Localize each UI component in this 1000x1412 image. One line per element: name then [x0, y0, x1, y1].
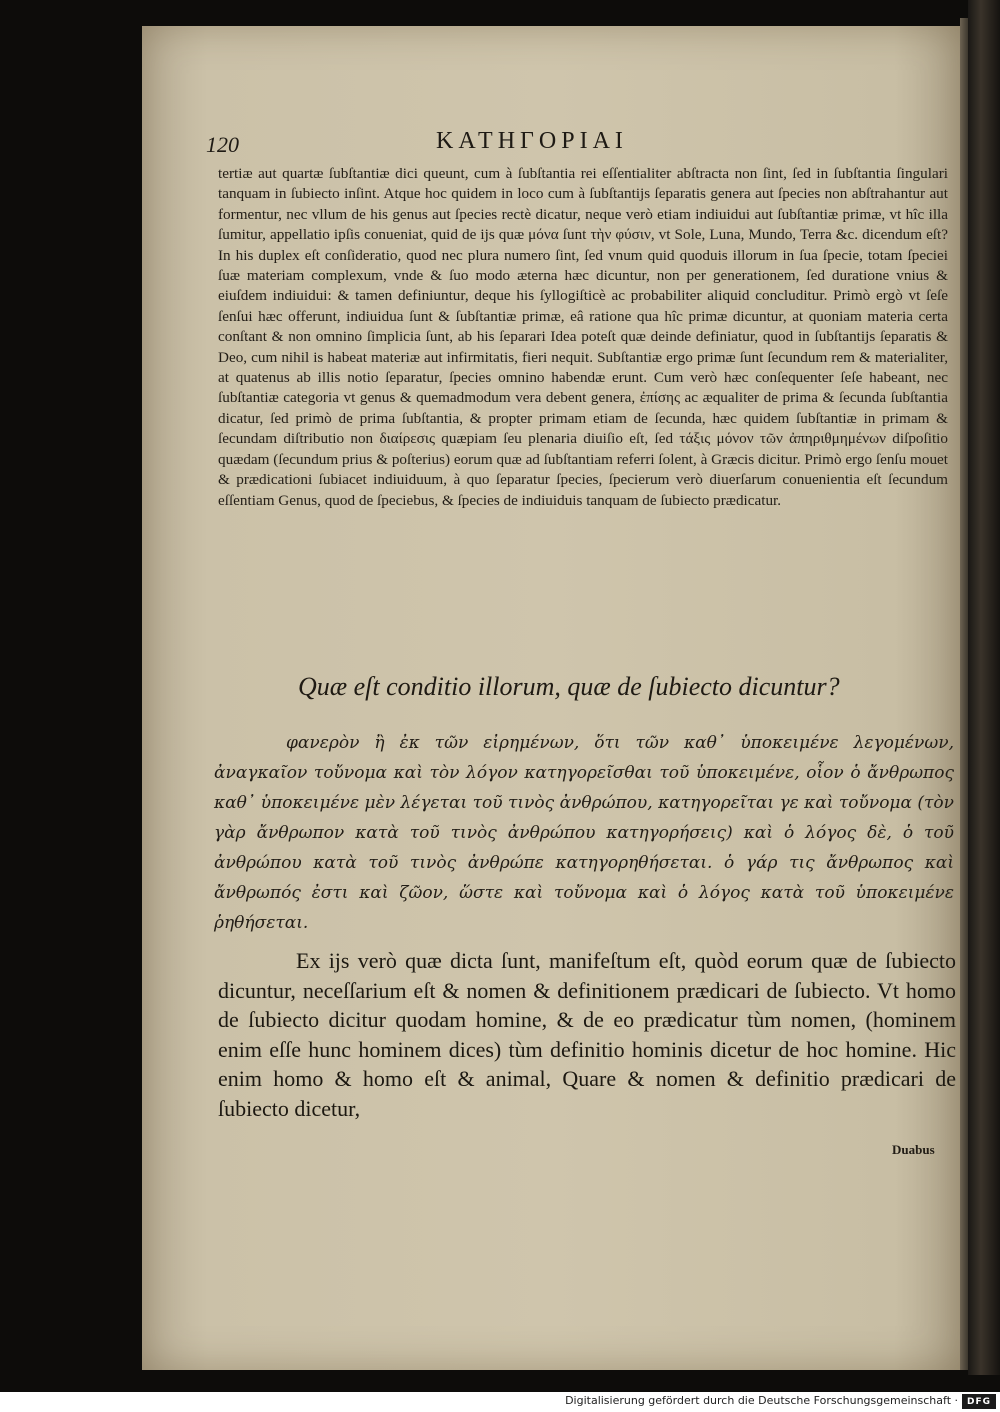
latin-commentary [218, 164, 948, 511]
book-spine [968, 0, 1000, 1375]
dfg-logo-icon[interactable]: DFG [962, 1394, 996, 1409]
greek-paragraph: φανερὸν ἢ ἐκ τῶν εἰρημένων, ὅτι τῶν καθ᾽ ὑποκειμένε λεγομένων, ἀναγκαῖον τοὔνομα καὶ τὸν λόγον κατηγορεῖσθαι τοῦ ὑποκειμένε, οἷον ὁ ἄνθρωπος καθ᾽ ὑποκειμένε μὲν λέγεται τοῦ τινὸς ἀνθρώπου, κατηγορεῖται γε καὶ τοὔνομα (τὸν γὰρ ἄνθρωπον κατὰ τοῦ τινὸς ἀνθρώπου κατηγορήσεις) καὶ ὁ λόγος δὲ, ὁ τοῦ ἀνθρώπου κατὰ τοῦ τινὸς ἀνθρώπε κατηγορηθήσεται. ὁ γάρ τις ἄνθρωπος καὶ ἄνθρωπός ἐστι καὶ ζῶον, ὥστε καὶ τοὔνομα καὶ ὁ λόγος κατὰ τοῦ ὑποκειμένε ῥηθήσεται. [214, 733, 954, 933]
running-title: ΚΑΤΗΓΟΡΙΑΙ [436, 128, 628, 154]
running-head [206, 128, 946, 168]
latin-paragraph: tertiæ aut quartæ ſubſtantiæ dici queunt, cum à ſubſtantia rei eſſentialiter abſtracta non ſint, ſed in ſubſtantia ſingulari tanquam in ſubiecto inſint. Atque hoc quidem in loco cum à ſubſtantijs ſeparatis genera aut ſpecies non abſtrahantur aut formentur, nec vllum de his genus aut ſpecies rectè dicatur, neque verò etiam indiuidui aut ſubſtantiæ primæ, vt hîc illa ſumitur, appellatio ipſis conueniat, quid de ijs quæ μόνα ſunt τὴν φύσιν, vt Sole, Luna, Mundo, Terra &c. dicendum eſt? In his duplex eſt conſideratio, quod nec plura numero ſint, ſed vnum quid quoduis illorum in ſua ſpecie, totam ſpeciei ſuæ materiam complexum, vnde & ſuo modo æterna hæc dicuntur, non per generationem, ſed duratione vnius & eiuſdem indiuidui: & tamen definiuntur, deque his ſyllogiſticè ac probabiliter aliquid concluditur. Primò ergò vt ſeſe ſenſui hæc offerunt, indiuidua ſunt & ſubſtantiæ primæ, eâ ratione qua hîc primæ dicuntur, at quoniam materia certa conſtant & non omnino ſimplicia ſunt, ab his ſeparari Idea poteſt quæ deinde definiatur, quod in ſubſtantijs ſeparatis & Deo, cum nihil is habeat materiæ aut infirmitatis, fieri nequit. Subſtantiæ ergo primæ ſunt ſecundum rem & materialiter, at quatenus ab illis notio ſeparatur, ſpecies omnino habendæ erunt. Cum verò hæc conſequenter ſeſe habeant, nec ſubſtantiæ categoria vt genus & quemadmodum vera debent genera, ἐπίσης ac æqualiter de prima & ſecunda ſubſtantia dicatur, ſed primò de prima ſubſtantia, & propter primam etiam de ſecunda, hæc quidem ſubſtantiæ in primam & ſecundam diſtributio non διαίρεσις quæpiam ſeu plenaria diuiſio eſt, ſed τάξις μόνον τῶν ἀπηριθμημένων diſpoſitio quædam (ſecundum prius & poſterius) eorum quæ ad ſubſtantiam referri ſolent, à Græcis dicitur. Primò ergo ſenſu mouet & prædicationi ſubiacet indiuiduum, à quo ſeparatur ſpecies, ſpecierum verò diuerſarum conuenientia eſt ſecundum eſſentiam Genus, quod de ſpeciebus, & ſpecies de indiuiduis tanquam de ſubiecto prædicatur. [218, 165, 948, 509]
question-heading: Quæ eſt conditio illorum, quæ de ſubiecto dicuntur? [298, 672, 840, 701]
footer-bar [0, 1392, 1000, 1412]
funding-credit: Digitalisierung gefördert durch die Deutsche Forschungsgemeinschaft · [565, 1394, 958, 1407]
greek-text [214, 728, 954, 938]
catchword: Duabus [892, 1142, 935, 1157]
latin-translation [218, 946, 956, 1124]
page-number: 120 [206, 132, 239, 157]
translation-paragraph: Ex ijs verò quæ dicta ſunt, manifeſtum eſt, quòd eorum quæ de ſubiecto dicuntur, neceſſarium eſt & nomen & definitionem prædicari de ſubiecto. Vt homo de ſubiecto dicitur quodam homine, & de eo prædicatur tùm nomen, (hominem enim eſſe hunc hominem dices) tùm definitio hominis dicetur de hoc homine. Hic enim homo & homo eſt & animal, Quare & nomen & definitio prædicari de ſubiecto dicetur, [218, 948, 956, 1121]
scan-border [0, 1375, 1000, 1392]
